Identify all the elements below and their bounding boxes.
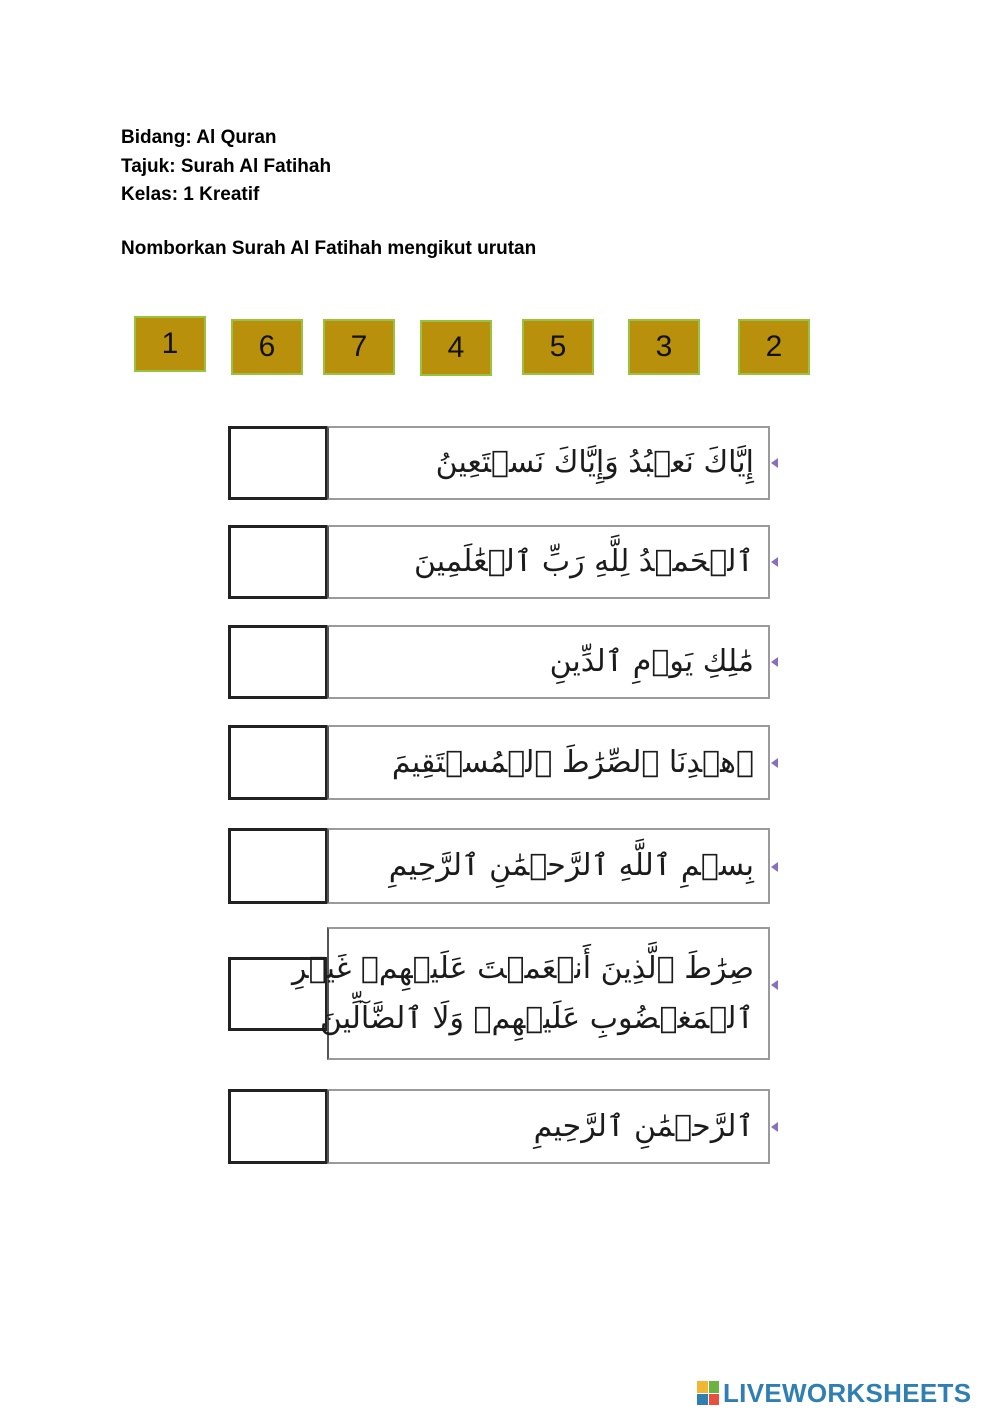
logo-text: LIVEWORKSHEETS <box>723 1377 972 1408</box>
subject-line: Bidang: Al Quran <box>121 127 277 148</box>
verse-row <box>228 828 770 904</box>
answer-drop-box[interactable] <box>228 828 328 904</box>
marker-arrow-icon <box>771 1122 778 1132</box>
verse-text-box <box>327 625 770 699</box>
number-tile-7[interactable]: 7 <box>323 319 395 375</box>
number-tile-1[interactable]: 1 <box>134 316 206 372</box>
marker-arrow-icon <box>771 657 778 667</box>
verse-text: مَٰلِكِ يَوۡمِ ٱلدِّينِ <box>549 644 754 679</box>
marker-arrow-icon <box>771 980 778 990</box>
verse-text: بِسۡمِ ٱللَّهِ ٱلرَّحۡمَٰنِ ٱلرَّحِيمِ <box>388 848 754 883</box>
number-tile-4[interactable]: 4 <box>420 320 492 376</box>
answer-drop-box[interactable] <box>228 426 328 500</box>
verse-text: ٱلۡحَمۡدُ لِلَّهِ رَبِّ ٱلۡعَٰلَمِينَ <box>413 544 754 579</box>
number-tile-2[interactable]: 2 <box>738 319 810 375</box>
verse-row <box>228 625 770 699</box>
answer-drop-box[interactable] <box>228 525 328 599</box>
marker-arrow-icon <box>771 862 778 872</box>
verse-text-box <box>327 828 770 904</box>
topic-line: Tajuk: Surah Al Fatihah <box>121 155 332 177</box>
instruction-text: Nomborkan Surah Al Fatihah mengikut urutan <box>121 238 537 259</box>
verse-text-box <box>292 927 770 1060</box>
verse-text-box <box>327 525 770 599</box>
verse-text-line-2: ٱلۡمَغۡضُوبِ عَلَيۡهِمۡ وَلَا ٱلضَّآلِّينَ <box>319 1000 754 1036</box>
marker-arrow-icon <box>771 458 778 468</box>
verse-row <box>228 1089 770 1164</box>
number-tile-3[interactable]: 3 <box>628 319 700 375</box>
verse-text-line-1: صِرَٰطَ ٱلَّذِينَ أَنۡعَمۡتَ عَلَيۡهِمۡ غَيۡرِ <box>292 950 754 986</box>
class-line: Kelas: 1 Kreatif <box>121 184 260 205</box>
marker-arrow-icon <box>771 557 778 567</box>
number-tile-6[interactable]: 6 <box>231 319 303 375</box>
verse-text: إِيَّاكَ نَعۡبُدُ وَإِيَّاكَ نَسۡتَعِينُ <box>435 445 754 480</box>
answer-drop-box[interactable] <box>228 1089 328 1164</box>
worksheet-header <box>121 124 331 210</box>
answer-drop-box[interactable] <box>228 625 328 699</box>
verse-text: ٱهۡدِنَا ٱلصِّرَٰطَ ٱلۡمُسۡتَقِيمَ <box>391 744 754 780</box>
verse-text: ٱلرَّحۡمَٰنِ ٱلرَّحِيمِ <box>533 1108 754 1144</box>
verse-row <box>228 725 770 800</box>
verse-row <box>228 927 770 1060</box>
verse-row <box>228 525 770 599</box>
verse-text-box <box>327 725 770 800</box>
verse-row <box>228 426 770 500</box>
verse-text-box <box>327 1089 770 1164</box>
liveworksheets-logo <box>697 1378 971 1408</box>
number-tile-5[interactable]: 5 <box>522 319 594 375</box>
marker-arrow-icon <box>771 758 778 768</box>
answer-drop-box[interactable] <box>228 725 328 800</box>
liveworksheets-logo-icon <box>697 1381 719 1405</box>
verse-text-box <box>327 426 770 500</box>
